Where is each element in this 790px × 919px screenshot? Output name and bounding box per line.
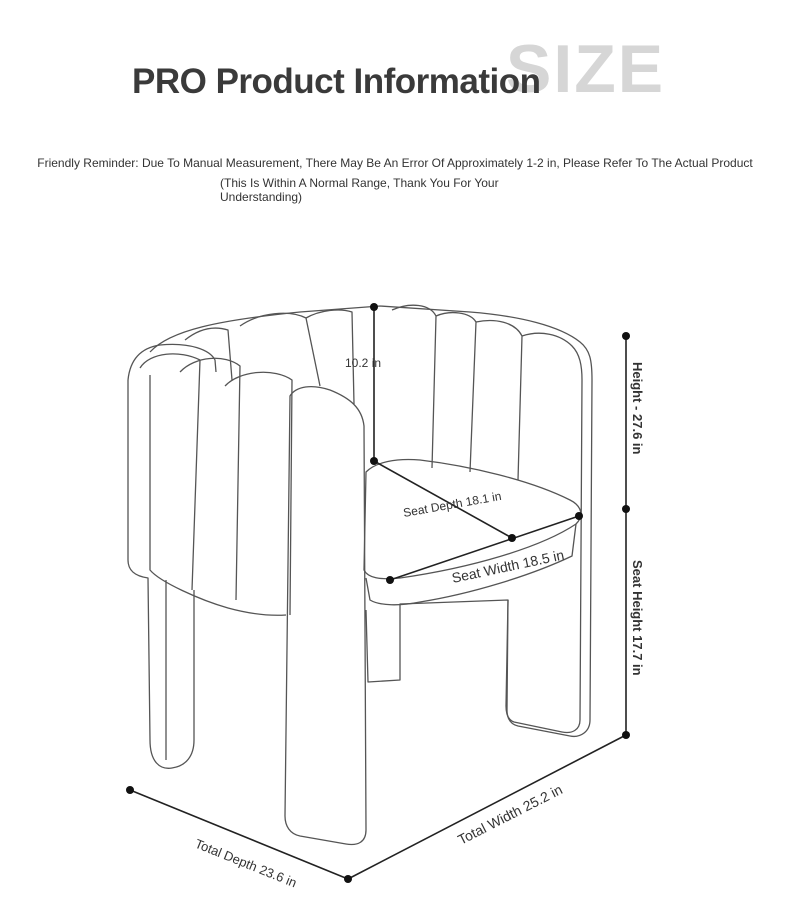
page-title: PRO Product Information <box>132 62 541 101</box>
back-height-label: 10.2 in <box>345 356 382 370</box>
total-width-label: Total Width 25.2 in <box>455 781 565 848</box>
seat-depth-label: Seat Depth 18.1 in <box>402 488 503 520</box>
total-depth-label: Total Depth 23.6 in <box>192 835 300 891</box>
measurement-reminder: Friendly Reminder: Due To Manual Measurement, There May Be An Error Of Approximately 1-2 in, Please Refer To The Actual Product <box>37 156 753 170</box>
size-watermark: SIZE <box>506 31 666 107</box>
measurement-reminder-note: (This Is Within A Normal Range, Thank You For Your Understanding) <box>220 176 499 204</box>
chair-drawing <box>128 305 592 844</box>
seat-width-label: Seat Width 18.5 in <box>450 546 566 586</box>
seat-height-label: Seat Height 17.7 in <box>630 560 645 676</box>
height-label: Height - 27.6 in <box>630 362 645 455</box>
